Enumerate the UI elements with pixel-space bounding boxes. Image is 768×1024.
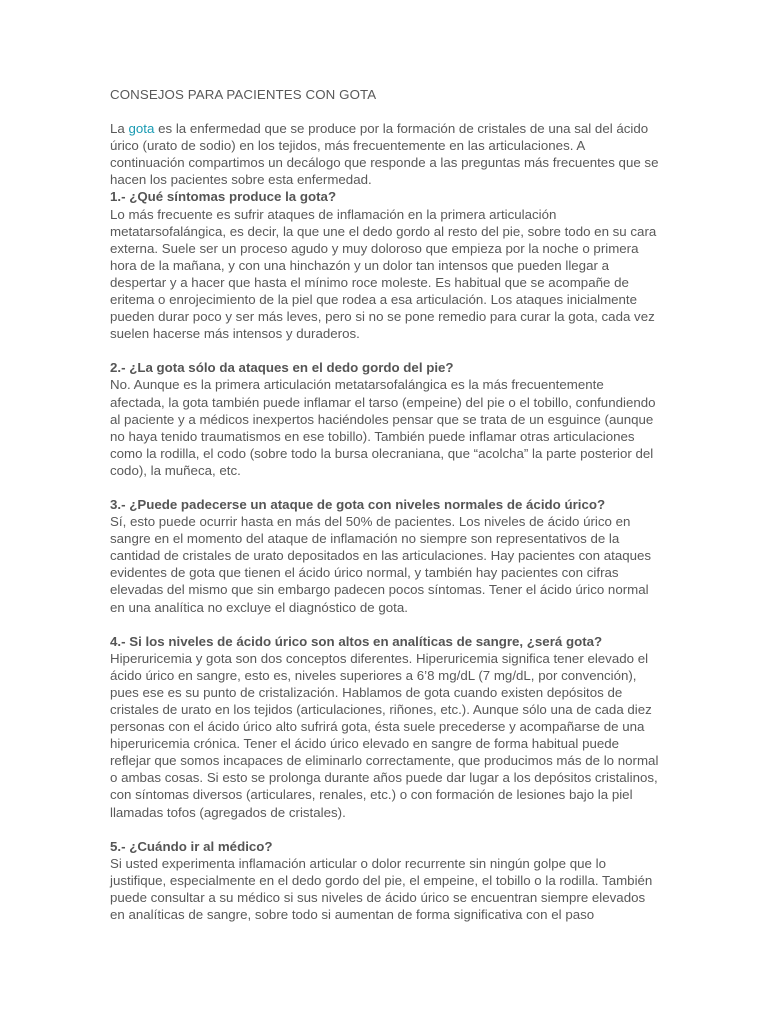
question-heading: 1.- ¿Qué síntomas produce la gota? xyxy=(110,189,337,205)
section-2 xyxy=(110,359,662,479)
answer-text: No. Aunque es la primera articulación metatarsofalángica es la más frecuentemente afectada, la gota también puede inflamar el tarso (empeine) del pie o el tobillo, confundiendo al paciente y a médicos inexpertos haciéndoles pensar que se trata de un esguince (aunque no haya tenido traumatismos en ese tobillo). También puede inflamar otras articulaciones como la rodilla, el codo (sobre todo la bursa olecraniana, que “acolcha” la parte posterior del codo), la muñeca, etc. xyxy=(110,377,656,478)
section-5 xyxy=(110,838,662,923)
question-heading: 4.- Si los niveles de ácido úrico son altos en analíticas de sangre, ¿será gota? xyxy=(110,633,603,649)
document-title: CONSEJOS PARA PACIENTES CON GOTA xyxy=(110,87,377,102)
answer-text: Sí, esto puede ocurrir hasta en más del 50% de pacientes. Los niveles de ácido úrico en sangre en el momento del ataque de inflamación no siempre son representativos de la cantidad de cristales de urato depositados en las articulaciones. Hay pacientes con ataques evidentes de gota que tienen el ácido úrico normal, y también hay pacientes con cifras elevadas del mismo que sin embargo padecen pocos síntomas. Tener el ácido úrico normal en una analítica no excluye el diagnóstico de gota. xyxy=(110,514,652,615)
answer-text: Lo más frecuente es sufrir ataques de inflamación en la primera articulación metatarsofalángica, es decir, la que une el dedo gordo al resto del pie, sobre todo en su cara externa. Suele ser un proceso agudo y muy doloroso que empieza por la noche o primera hora de la mañana, y con una hinchazón y un dolor tan intensos que pueden llegar a despertar y a hacer que hasta el mínimo roce moleste. Es habitual que se acompañe de eritema o enrojecimiento de la piel que rodea a esa articulación. Los ataques inicialmente pueden durar poco y ser más leves, pero si no se pone remedio para curar la gota, cada vez suelen hacerse más intensos y duraderos. xyxy=(110,206,657,342)
document-page xyxy=(110,86,662,923)
intro-paragraph xyxy=(110,120,662,188)
question-heading: 3.- ¿Puede padecerse un ataque de gota con niveles normales de ácido úrico? xyxy=(110,496,606,512)
question-heading: 2.- ¿La gota sólo da ataques en el dedo gordo del pie? xyxy=(110,360,454,376)
gota-link[interactable]: gota xyxy=(128,121,155,137)
section-4 xyxy=(110,633,662,821)
answer-text: Si usted experimenta inflamación articular o dolor recurrente sin ningún golpe que lo justifique, especialmente en el dedo gordo del pie, el empeine, el tobillo o la rodilla. También puede consultar a su médico si sus niveles de ácido úrico se encuentran siempre elevados en analíticas de sangre, sobre todo si aumentan de forma significativa con el paso xyxy=(110,855,653,923)
section-1 xyxy=(110,188,662,342)
section-3 xyxy=(110,496,662,616)
intro-prefix: La xyxy=(110,121,129,137)
answer-text: Hiperuricemia y gota son dos conceptos diferentes. Hiperuricemia significa tener elevado el ácido úrico en sangre, esto es, niveles superiores a 6’8 mg/dL (7 mg/dL, por convención), pues ese es su punto de cristalización. Hablamos de gota cuando existen depósitos de cristales de urato en los tejidos (articulaciones, riñones, etc.). Aunque sólo una de cada diez personas con el ácido úrico alto sufrirá gota, ésta suele precederse y acompañarse de una hiperuricemia crónica. Tener el ácido úrico elevado en sangre de forma habitual puede reflejar que somos incapaces de eliminarlo correctamente, que producimos más de lo normal o ambas cosas. Si esto se prolonga durante años puede dar lugar a los depósitos cristalinos, con síntomas diversos (articulares, renales, etc.) o con formación de lesiones bajo la piel llamadas tofos (agregados de cristales). xyxy=(110,650,659,820)
question-heading: 5.- ¿Cuándo ir al médico? xyxy=(110,838,273,854)
intro-text: es la enfermedad que se produce por la formación de cristales de una sal del ácido úrico (urato de sodio) en los tejidos, más frecuentemente en las articulaciones. A continuación compartimos un decálogo que responde a las preguntas más frecuentes que se hacen los pacientes sobre esta enfermedad. xyxy=(110,121,659,188)
blank-line xyxy=(110,103,662,120)
